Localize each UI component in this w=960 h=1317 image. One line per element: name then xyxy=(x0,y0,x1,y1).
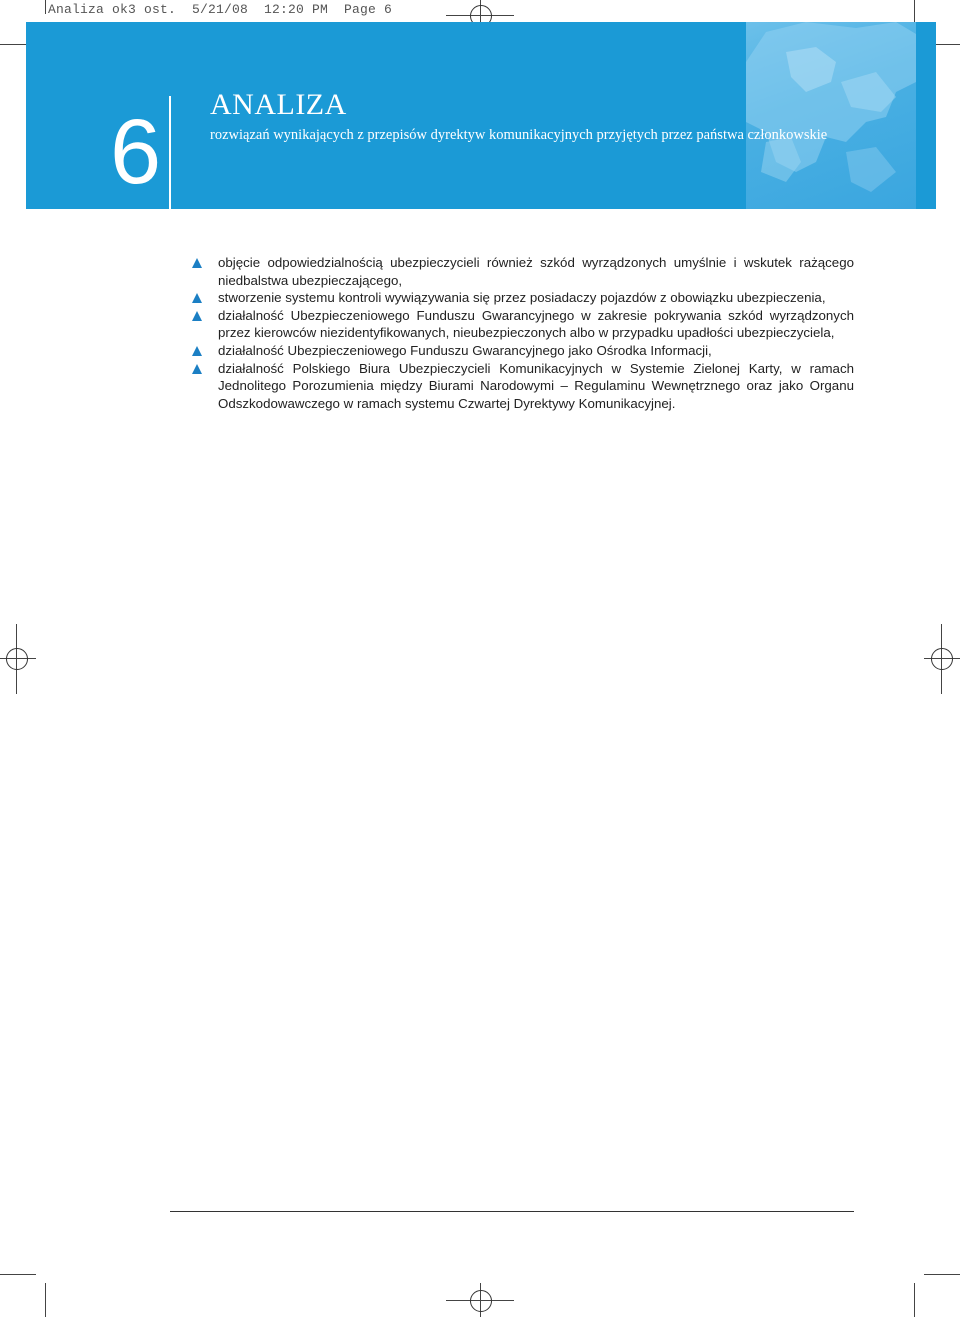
list-item xyxy=(218,289,854,307)
crop-mark xyxy=(0,1274,36,1275)
registration-mark-icon xyxy=(931,648,953,670)
list-item-text: działalność Ubezpieczeniowego Funduszu Gwarancyjnego w zakresie pokrywania szkód wyrządzonych przez kierowców niezidentyfikowanych, nieubezpieczonych albo w przypadku upadłości ubezpieczyciela, xyxy=(218,307,854,341)
list-item xyxy=(218,360,854,413)
list-item-text: działalność Polskiego Biura Ubezpieczycieli Komunikacyjnych w Systemie Zielonej Karty, w ramach Jednolitego Porozumienia między Biurami Narodowymi – Regulaminu Wewnętrznego oraz jako Organu Odszkodowawczego w ramach systemu Czwartej Dyrektywy Komunikacyjnej. xyxy=(218,360,854,411)
europe-map-image xyxy=(746,22,916,209)
triangle-bullet-icon xyxy=(192,311,202,321)
crop-mark xyxy=(914,1283,915,1317)
chapter-subtitle: rozwiązań wynikających z przepisów dyrektyw komunikacyjnych przyjętych przez państwa członkowskie xyxy=(210,127,828,143)
crop-mark xyxy=(45,0,46,14)
list-item xyxy=(218,342,854,360)
triangle-bullet-icon xyxy=(192,346,202,356)
triangle-bullet-icon xyxy=(192,364,202,374)
bullet-list xyxy=(218,254,854,412)
crop-mark xyxy=(45,1283,46,1317)
registration-mark-icon xyxy=(470,1290,492,1312)
list-item-text: działalność Ubezpieczeniowego Funduszu Gwarancyjnego jako Ośrodka Informacji, xyxy=(218,342,712,358)
list-item-text: objęcie odpowiedzialnością ubezpieczycieli również szkód wyrządzonych umyślnie i wskutek rażącego niedbalstwa ubezpieczającego, xyxy=(218,255,854,288)
list-item-text: stworzenie systemu kontroli wywiązywania się przez posiadaczy pojazdów z obowiązku ubezpieczenia, xyxy=(218,290,826,306)
list-item xyxy=(218,254,854,289)
chapter-title: ANALIZA xyxy=(210,88,347,121)
registration-mark-icon xyxy=(6,648,28,670)
triangle-bullet-icon xyxy=(192,258,202,268)
list-item xyxy=(218,307,854,342)
print-slug: Analiza ok3 ost. 5/21/08 12:20 PM Page 6 xyxy=(48,2,393,17)
chapter-divider xyxy=(169,96,171,209)
crop-mark xyxy=(924,1274,960,1275)
triangle-bullet-icon xyxy=(192,293,202,303)
footer-rule xyxy=(170,1211,854,1212)
chapter-banner xyxy=(26,22,936,209)
chapter-number: 6 xyxy=(110,101,162,203)
